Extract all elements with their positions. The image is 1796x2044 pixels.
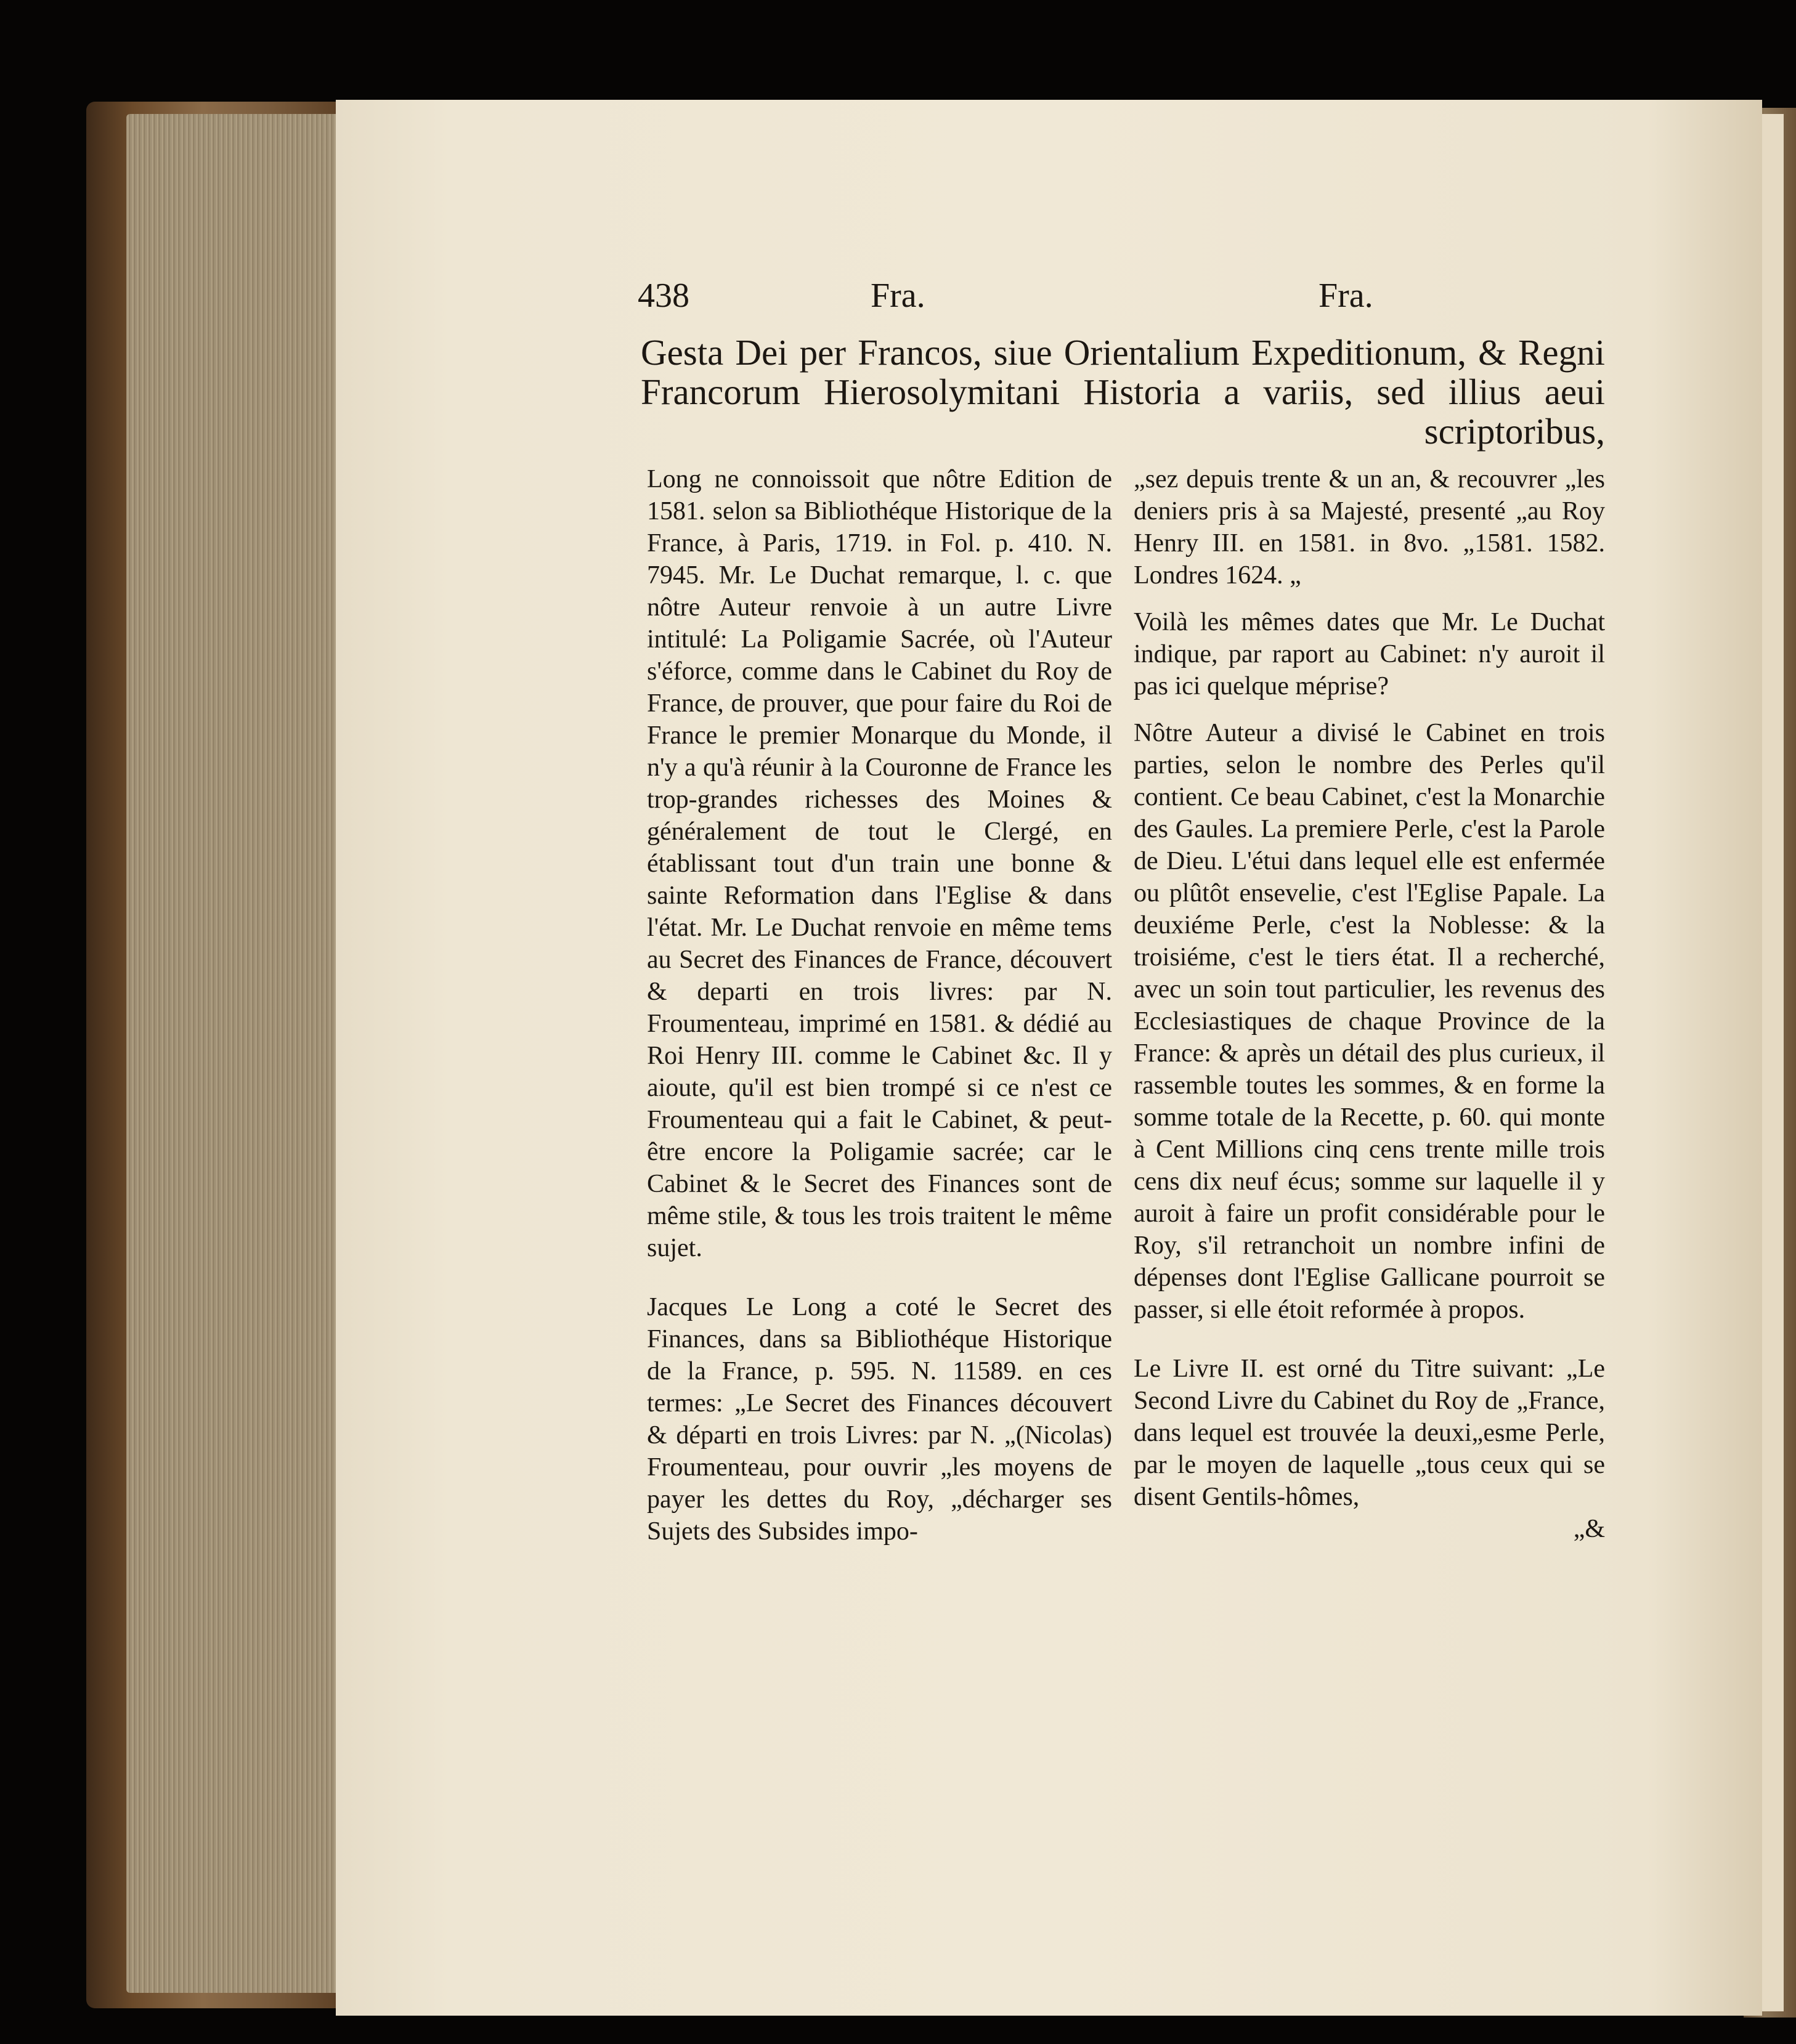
catchword: „& [1573,1515,1605,1543]
right-paragraph-3: Nôtre Auteur a divisé le Cabinet en trois parties, selon le nombre des Perles qu'il contient. Ce beau Cabinet, c'est la Monarchie des Gaules. La premiere Perle, c'est la Parole de Dieu. L'étui dans lequel elle est enfermée ou plûtôt ensevelie, c'est l'Eglise Papale. La deuxiéme Perle, c'est la Noblesse: & la troisiéme, c'est le tiers état. Il a recherché, avec un soin tout particulier, les revenus des Ecclesiastiques de chaque Province de la France: & après un détail des plus curieux, il rassemble toutes les sommes, & en forme la somme totale de la Recette, p. 60. qui monte à Cent Millions cinq cens trente mille trois cens dix neuf écus; somme sur laquelle il y auroit à faire un profit considérable pour le Roy, s'il retranchoit un nombre infini de dépenses dont l'Eglise Gallicane pourroit se passer, si elle étoit reformée à propos. [1134,719,1605,1324]
left-column [647,463,1112,1547]
page-block-edge [126,114,342,1993]
right-paragraph-4: Le Livre II. est orné du Titre suivant: „Le Second Livre du Cabinet du Roy de „France, dans lequel est trouvée la deuxi„esme Perle, par le moyen de laquelle „tous ceux qui se disent Gentils-hômes, [1134,1355,1605,1511]
entry-title: Gesta Dei per Francos, siue Orientalium Expeditionum, & Regni Francorum Hierosolymitani Historia a variis, sed illius aeui scriptoribus, [641,332,1605,452]
right-paragraph-2: Voilà les mêmes dates que Mr. Le Duchat indique, par raport au Cabinet: n'y auroit il pas ici quelque méprise? [1134,608,1605,700]
running-head-left: Fra. [871,277,925,315]
left-paragraph-1: Long ne connoissoit que nôtre Edition de 1581. selon sa Bibliothéque Historique de la France, à Paris, 1719. in Fol. p. 410. N. 7945. Mr. Le Duchat remarque, l. c. que nôtre Auteur renvoie à un autre Livre intitulé: La Poligamie Sacrée, où l'Auteur s'éforce, comme dans le Cabinet du Roy de France, de prouver, que pour faire du Roi de France le premier Monarque du Monde, il n'y a qu'à réunir à la Couronne de France les trop-grandes richesses des Moines & généralement de tout le Clergé, en établissant tout d'un train une bonne & sainte Reformation dans l'Eglise & dans l'état. Mr. Le Duchat renvoie en même tems au Secret des Finances de France, découvert & departi en trois livres: par N. Froumenteau, imprimé en 1581. & dédié au Roi Henry III. comme le Cabinet &c. Il y aioute, qu'il est bien trompé si ce n'est ce Froumenteau qui a fait le Cabinet, & peut-être encore la Poligamie sacrée; car le Cabinet & le Secret des Finances sont de même stile, & tous les trois traitent le même sujet. [647,465,1112,1262]
facing-page-sliver [1759,114,1784,2011]
right-paragraph-1: „sez depuis trente & un an, & recouvrer „les deniers pris à sa Majesté, presenté „au Roy Henry III. en 1581. in 8vo. „1581. 1582. Londres 1624. „ [1134,465,1605,590]
page-number: 438 [638,277,689,315]
left-paragraph-2: Jacques Le Long a coté le Secret des Finances, dans sa Bibliothéque Historique de la France, p. 595. N. 11589. en ces termes: „Le Secret des Finances découvert & départi en trois Livres: par N. „(Nicolas) Froumenteau, pour ouvrir „les moyens de payer les dettes du Roy, „décharger ses Sujets des Subsides impo- [647,1293,1112,1546]
running-head-right: Fra. [1319,277,1373,315]
right-column [1134,463,1605,1545]
